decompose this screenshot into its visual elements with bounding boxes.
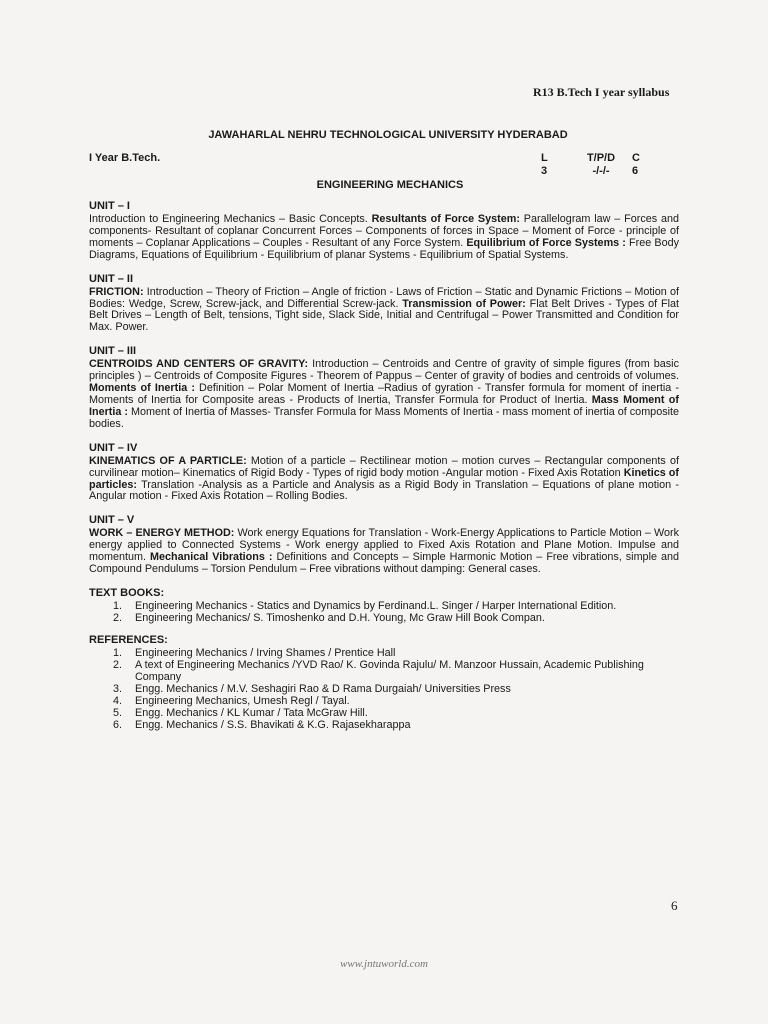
reference-item [89, 659, 679, 683]
topic-heading: WORK – ENERGY METHOD: [89, 527, 235, 540]
text-books-title: TEXT BOOKS: [89, 586, 165, 599]
c-value: 6 [632, 165, 639, 177]
reference-item [89, 719, 679, 731]
list-item-text: Engineering Mechanics, Umesh Regl / Tayal. [135, 694, 350, 707]
unit-title: UNIT – II [89, 272, 134, 285]
list-number: 5. [113, 706, 123, 719]
topic-text: Definitions and Concepts – Simple Harmonic Motion – Free vibrations, simple and Compound Pendulums – Torsion Pendulum – Free vibrations without damping: General cases. [89, 551, 680, 576]
list-number: 6. [113, 718, 123, 731]
references-list [89, 647, 679, 731]
topic-text: Free Body Diagrams, Equations of Equilibrium - Equilibrium of planar Systems - Equilibrium of Spatial Systems. [89, 236, 679, 261]
ltpc-l-column [541, 152, 548, 178]
c-label: C [632, 152, 640, 164]
unit-body [89, 287, 679, 335]
reference-item [89, 695, 679, 707]
syllabus-content [89, 200, 679, 731]
topic-text: Work energy Equations for Translation - Work-Energy Applications to Particle Motion – Work energy applied to Connected Systems - Work energy applied to Fixed Axis Rotation and Plane Motion. Impulse and momentum. [89, 527, 679, 564]
topic-heading: Moments of Inertia : [89, 382, 195, 395]
university-name: JAWAHARLAL NEHRU TECHNOLOGICAL UNIVERSITY HYDERABAD [208, 129, 568, 141]
syllabus-label: R13 B.Tech I year syllabus [533, 85, 670, 99]
l-value: 3 [541, 165, 548, 177]
topic-text: Translation -Analysis as a Particle and Analysis as a Rigid Body in Translation – Equations of plane motion - Angular motion - Fixed Axis Rotation – Rolling Bodies. [89, 478, 679, 503]
reference-item [89, 683, 679, 695]
unit-body [89, 359, 679, 430]
page-number: 6 [671, 898, 678, 913]
list-number: 1. [113, 599, 123, 612]
text-book-item [89, 600, 679, 612]
list-number: 1. [113, 646, 123, 659]
unit-title: UNIT – V [89, 514, 135, 527]
list-item-text: Engineering Mechanics - Statics and Dynamics by Ferdinand.L. Singer / Harper International Edition. [135, 599, 617, 612]
ltpc-c-column [632, 152, 640, 178]
year-label: I Year B.Tech. [89, 152, 161, 164]
list-item-text: Engg. Mechanics / KL Kumar / Tata McGraw Hill. [135, 706, 368, 719]
ltpc-tpd-column [583, 152, 619, 178]
topic-heading: KINEMATICS OF A PARTICLE: [89, 454, 247, 467]
list-item-text: Engineering Mechanics/ S. Timoshenko and D.H. Young, Mc Graw Hill Book Compan. [135, 611, 545, 624]
list-item-text: Engg. Mechanics / M.V. Seshagiri Rao & D Rama Durgaiah/ Universities Press [135, 682, 511, 695]
unit-title: UNIT – III [89, 345, 137, 358]
tpd-label: T/P/D [586, 152, 616, 164]
list-item-text: Engg. Mechanics / S.S. Bhavikati & K.G. Rajasekharappa [135, 718, 411, 731]
units-container [89, 200, 679, 576]
unit-body [89, 456, 679, 504]
reference-item [89, 647, 679, 659]
topic-heading: FRICTION: [89, 285, 144, 298]
topic-heading: CENTROIDS AND CENTERS OF GRAVITY: [89, 358, 309, 371]
topic-text: Moment of Inertia of Masses- Transfer Formula for Mass Moments of Inertia - mass moment of inertia of composite bodies. [89, 405, 679, 430]
list-number: 3. [113, 682, 123, 695]
text-book-item [89, 612, 679, 624]
topic-text: Introduction – Centroids and Centre of gravity of simple figures (from basic principles ) – Centroids of Composite Figures - Theorem of Pappus – Center of gravity of bodies and centroids of volumes. [89, 358, 679, 383]
list-item-text: Engineering Mechanics / Irving Shames / Prentice Hall [135, 646, 396, 659]
unit-title: UNIT – I [89, 200, 130, 212]
references-title: REFERENCES: [89, 633, 168, 646]
topic-text: Introduction – Theory of Friction – Angle of friction - Laws of Friction – Static and Dynamic Frictions – Motion of Bodies: Wedge, Screw, Screw-jack, and Differential Screw-jack. [89, 285, 679, 310]
text-books-list [89, 600, 679, 624]
list-item-text: A text of Engineering Mechanics /YVD Rao/ K. Govinda Rajulu/ M. Manzoor Hussain, Academic Publishing Company [135, 658, 644, 683]
topic-text: Definition – Polar Moment of Inertia –Radius of gyration - Transfer formula for moment of inertia - Moments of Inertia for Composite areas - Products of Inertia, Transfer Formula for Product of Inertia. [89, 382, 679, 406]
unit-body [89, 214, 679, 262]
list-number: 2. [113, 658, 123, 671]
unit-title: UNIT – IV [89, 441, 138, 454]
reference-item [89, 707, 679, 719]
topic-heading: Resultants of Force System: [371, 213, 520, 225]
topic-text: Parallelogram law – Forces and components- Resultant of coplanar Concurrent Forces – Components of forces in Space – Moment of Force - principle of moments – Coplanar Applications – Couples - Resultant of any Force System. [89, 213, 680, 249]
topic-heading: Mechanical Vibrations : [150, 551, 273, 564]
list-number: 4. [113, 694, 123, 707]
topic-heading: Mass Moment of Inertia : [89, 393, 679, 418]
topic-heading: Equilibrium of Force Systems : [466, 236, 626, 249]
topic-text: Introduction to Engineering Mechanics – Basic Concepts. [89, 213, 372, 225]
footer-url: www.jntuworld.com [340, 958, 428, 970]
list-number: 2. [113, 611, 123, 624]
unit-body [89, 528, 679, 576]
subject-title: ENGINEERING MECHANICS [316, 179, 464, 191]
topic-text: Flat Belt Drives - Types of Flat Belt Drives – Length of Belt, tensions, Tight side, Slack Side, Initial and Centrifugal – Power Transmitted and Condition for Max. Power. [89, 297, 680, 334]
topic-heading: Transmission of Power: [402, 297, 526, 310]
tpd-value: -/-/- [592, 165, 610, 177]
l-label: L [541, 152, 548, 164]
topic-text: Motion of a particle – Rectilinear motion – motion curves – Rectangular components of curvilinear motion– Kinematics of Rigid Body - Types of rigid body motion -Angular motion - Fixed Axis Rotation [89, 454, 679, 479]
topic-heading: Kinetics of particles: [89, 466, 679, 491]
